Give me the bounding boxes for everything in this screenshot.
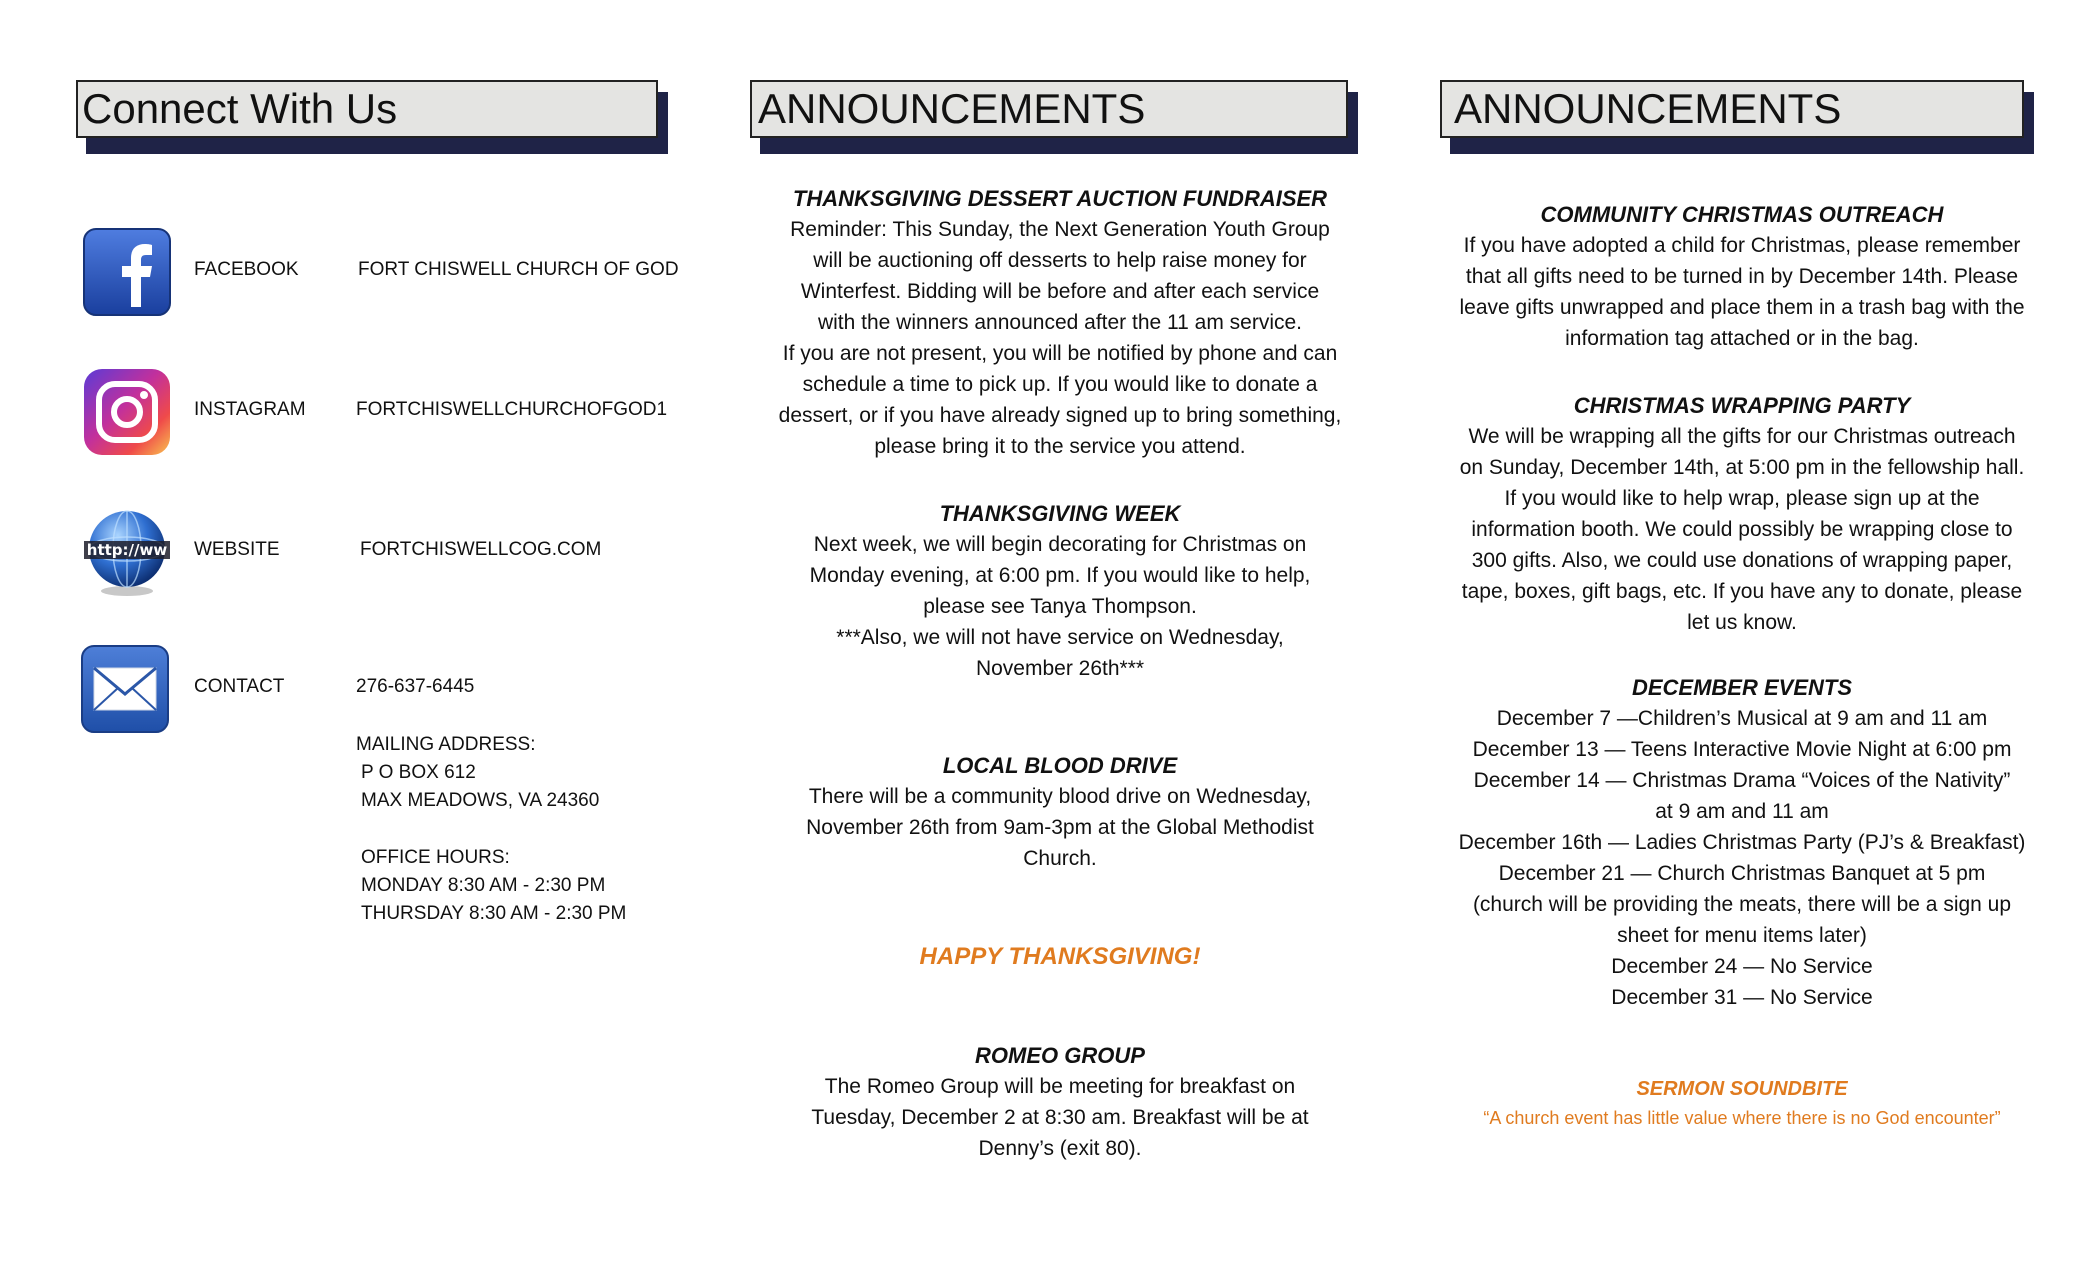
announcement-line: let us know. [1687,611,1797,634]
announcement-title: LOCAL BLOOD DRIVE [942,753,1178,778]
announcement-line: ***Also, we will not have service on Wednesday, [836,626,1284,649]
announcement-line: on Sunday, December 14th, at 5:00 pm in the fellowship hall. [1459,456,2025,479]
announcement-december-events [1440,672,2044,1013]
announcement-thanksgiving-week [750,498,1370,684]
facebook-value[interactable]: FORT CHISWELL CHURCH OF GOD [358,259,679,280]
event-line: December 16th — Ladies Christmas Party (PJ’s & Breakfast) [1458,831,2026,854]
announcement-line: The Romeo Group will be meeting for breakfast on [824,1075,1296,1098]
announcement-line: tape, boxes, gift bags, etc. If you have any to donate, please [1461,580,2023,603]
contact-label: CONTACT [194,676,285,697]
website-value[interactable]: FORTCHISWELLCOG.COM [360,539,602,560]
event-line: December 24 — No Service [1611,955,1873,978]
announcement-line: Denny’s (exit 80). [978,1137,1142,1160]
announcement-line: We will be wrapping all the gifts for our Christmas outreach [1468,425,2016,448]
website-label: WEBSITE [194,539,280,560]
social-row-contact [82,644,682,734]
announcement-title: DECEMBER EVENTS [1631,675,1853,700]
globe-icon-text: http://ww [86,541,168,559]
announcement-line: schedule a time to pick up. If you would like to donate a [802,373,1318,396]
announcement-title: THANKSGIVING DESSERT AUCTION FUNDRAISER [792,186,1328,211]
announcement-line: with the winners announced after the 11 am service. [817,311,1303,334]
office-hours-line: THURSDAY 8:30 AM - 2:30 PM [361,903,627,924]
event-line: sheet for menu items later) [1617,924,1867,947]
event-line: December 14 — Christmas Drama “Voices of the Nativity” [1473,769,2011,792]
event-line: at 9 am and 11 am [1655,800,1829,823]
announcement-line: There will be a community blood drive on Wednesday, [808,785,1312,808]
announcement-wrapping-party [1440,390,2044,638]
announcement-christmas-outreach [1440,199,2044,354]
social-row-instagram [82,367,682,457]
announcement-title: CHRISTMAS WRAPPING PARTY [1573,393,1911,418]
mailing-address-line: P O BOX 612 [361,762,476,783]
sermon-soundbite-title: SERMON SOUNDBITE [1636,1078,1848,1100]
announcement-line: November 26th from 9am-3pm at the Global Methodist [806,816,1314,839]
facebook-label: FACEBOOK [194,259,299,280]
phone-number[interactable]: 276-637-6445 [356,676,475,697]
mailing-address-label: MAILING ADDRESS: [356,734,536,755]
globe-icon[interactable] [82,507,172,597]
announcement-title: ROMEO GROUP [975,1043,1145,1068]
happy-thanksgiving: HAPPY THANKSGIVING! [919,943,1201,970]
announcement-line: Winterfest. Bidding will be before and after each service [800,280,1320,303]
announcement-line: Tuesday, December 2 at 8:30 am. Breakfast will be at [811,1106,1309,1129]
mail-icon[interactable] [80,644,170,734]
office-hours-label: OFFICE HOURS: [361,847,510,868]
connect-header-title: Connect With Us [76,80,658,138]
announcement-line: November 26th*** [975,657,1145,680]
announcement-line: leave gifts unwrapped and place them in a trash bag with the [1459,296,2025,319]
announcement-line: Church. [1023,847,1097,870]
announcement-line: If you are not present, you will be notified by phone and can [782,342,1338,365]
sermon-soundbite-quote: “A church event has little value where there is no God encounter” [1483,1108,2001,1128]
announcement-dessert-auction [750,183,1370,462]
announcement-line: 300 gifts. Also, we could use donations of wrapping paper, [1471,549,2013,572]
event-line: December 7 —Children’s Musical at 9 am and 11 am [1496,707,1988,730]
announcement-line: information tag attached or in the bag. [1565,327,1919,350]
instagram-value[interactable]: FORTCHISWELLCHURCHOFGOD1 [356,399,668,420]
announcement-line: Next week, we will begin decorating for Christmas on [813,533,1307,556]
announcement-line: that all gifts need to be turned in by December 14th. Please [1465,265,2019,288]
announcement-line: If you have adopted a child for Christmas, please remember [1463,234,2021,257]
office-hours-line: MONDAY 8:30 AM - 2:30 PM [361,875,606,896]
announcements-title: ANNOUNCEMENTS [1440,80,2024,138]
announcement-blood-drive [750,750,1370,874]
social-row-facebook [82,227,682,317]
event-line: December 31 — No Service [1611,986,1873,1009]
mailing-address-line: MAX MEADOWS, VA 24360 [361,790,600,811]
announcement-line: please bring it to the service you attend. [874,435,1246,458]
announcement-romeo-group [750,1040,1370,1164]
announcement-line: will be auctioning off desserts to help raise money for [813,249,1307,272]
instagram-icon[interactable] [82,367,172,457]
event-line: (church will be providing the meats, there will be a sign up [1472,893,2012,916]
announcement-line: If you would like to help wrap, please sign up at the [1504,487,1980,510]
announcement-line: Monday evening, at 6:00 pm. If you would like to help, [809,564,1311,587]
announcement-title: COMMUNITY CHRISTMAS OUTREACH [1540,202,1944,227]
announcement-line: information booth. We could possibly be wrapping close to [1471,518,2013,541]
announcement-line: Reminder: This Sunday, the Next Generation Youth Group [790,218,1330,241]
announcements-column-right [1440,0,2044,1275]
connect-header [76,80,668,154]
announcement-line: please see Tanya Thompson. [923,595,1197,618]
facebook-icon[interactable] [82,227,172,317]
announcement-title: THANKSGIVING WEEK [939,501,1181,526]
announcements-column-middle [750,0,1370,1275]
event-line: December 21 — Church Christmas Banquet at 5 pm [1498,862,1986,885]
announcements-title: ANNOUNCEMENTS [750,80,1348,138]
social-row-website [82,507,682,597]
event-line: December 13 — Teens Interactive Movie Night at 6:00 pm [1472,738,2012,761]
instagram-label: INSTAGRAM [194,399,306,420]
announcement-line: dessert, or if you have already signed up to bring something, [778,404,1342,427]
